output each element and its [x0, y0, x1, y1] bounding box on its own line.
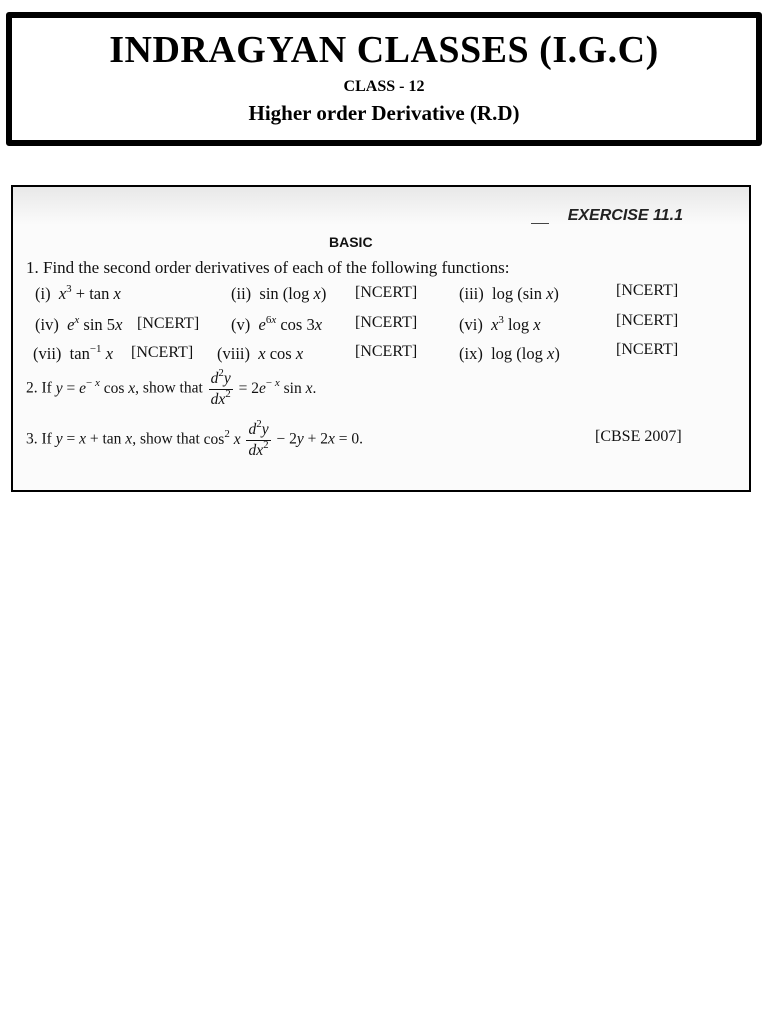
- part-iii: [459, 284, 559, 304]
- section-heading: BASIC: [329, 234, 373, 250]
- part-label: (v): [231, 315, 251, 334]
- math-expression: $\cos^2 x$: [203, 427, 241, 448]
- math-expression: $e^{6x}$ cos 3x: [258, 314, 323, 334]
- ncert-tag: [NCERT]: [616, 282, 679, 299]
- part-v: [231, 315, 322, 335]
- math-expression: log (log x): [486, 344, 560, 363]
- part-ii: [231, 284, 326, 304]
- question-if: If: [41, 430, 52, 448]
- part-label: (iv): [35, 315, 59, 334]
- math-expression: − 2y + 2x = 0.: [276, 430, 364, 448]
- class-label: CLASS - 12: [343, 78, 425, 95]
- question-3: [26, 418, 364, 459]
- part-viii: [217, 344, 303, 364]
- question-number: 2.: [26, 379, 38, 397]
- math-expression: $e^x$ sin 5x: [67, 314, 123, 334]
- ncert-tag: [NCERT]: [131, 344, 194, 361]
- question-if: If: [41, 379, 52, 397]
- ncert-tag: [NCERT]: [616, 341, 679, 358]
- ncert-tag: [NCERT]: [355, 284, 418, 301]
- math-expression: $\tan^{-1} x$: [65, 343, 114, 363]
- math-expression: y = x + tan x: [55, 430, 133, 448]
- second-derivative-fraction: $\frac{d^2y}{dx^2}$: [210, 367, 231, 408]
- exercise-image: [11, 185, 751, 492]
- question-text: Find the second order derivatives of each of the following functions:: [43, 258, 510, 277]
- question-text: , show that: [132, 430, 200, 448]
- ncert-tag: [NCERT]: [616, 312, 679, 329]
- header-box: [6, 12, 762, 146]
- part-label: (vi): [459, 315, 483, 334]
- part-vi: [459, 315, 541, 335]
- math-expression: $x^3$ log x: [491, 314, 541, 334]
- part-label: (ix): [459, 344, 483, 363]
- question-number: 1.: [26, 258, 39, 277]
- page-title: INDRAGYAN CLASSES (I.G.C): [109, 29, 659, 71]
- math-expression: sin (log x): [255, 284, 327, 303]
- question-2: [26, 367, 317, 408]
- part-label: (i): [35, 284, 51, 303]
- question-1: [26, 258, 509, 278]
- ncert-tag: [NCERT]: [355, 314, 418, 331]
- page-subtitle: Higher order Derivative (R.D): [248, 101, 520, 125]
- second-derivative-fraction: $\frac{d^2y}{dx^2}$: [248, 418, 269, 459]
- math-expression: x cos x: [258, 344, 304, 363]
- exercise-title-rule: [531, 223, 549, 224]
- question-text: , show that: [135, 379, 203, 397]
- part-label: (vii): [33, 344, 62, 363]
- math-expression: log (sin x): [487, 284, 559, 303]
- math-expression: = $2e^{- x}$ sin x.: [238, 376, 317, 397]
- math-expression: $y = e^{- x}$ cos x: [55, 376, 136, 397]
- math-expression: $x^3 + \tan x$: [58, 283, 121, 303]
- cbse-tag: [CBSE 2007]: [595, 428, 682, 445]
- question-number: 3.: [26, 430, 38, 448]
- part-i: [35, 284, 121, 304]
- part-label: (iii): [459, 284, 484, 303]
- part-vii: [33, 344, 113, 364]
- exercise-title: EXERCISE 11.1: [567, 207, 683, 224]
- part-label: (viii): [217, 344, 250, 363]
- ncert-tag: [NCERT]: [137, 315, 200, 332]
- part-ix: [459, 344, 560, 364]
- part-iv: [35, 315, 122, 335]
- part-label: (ii): [231, 284, 252, 303]
- ncert-tag: [NCERT]: [355, 343, 418, 360]
